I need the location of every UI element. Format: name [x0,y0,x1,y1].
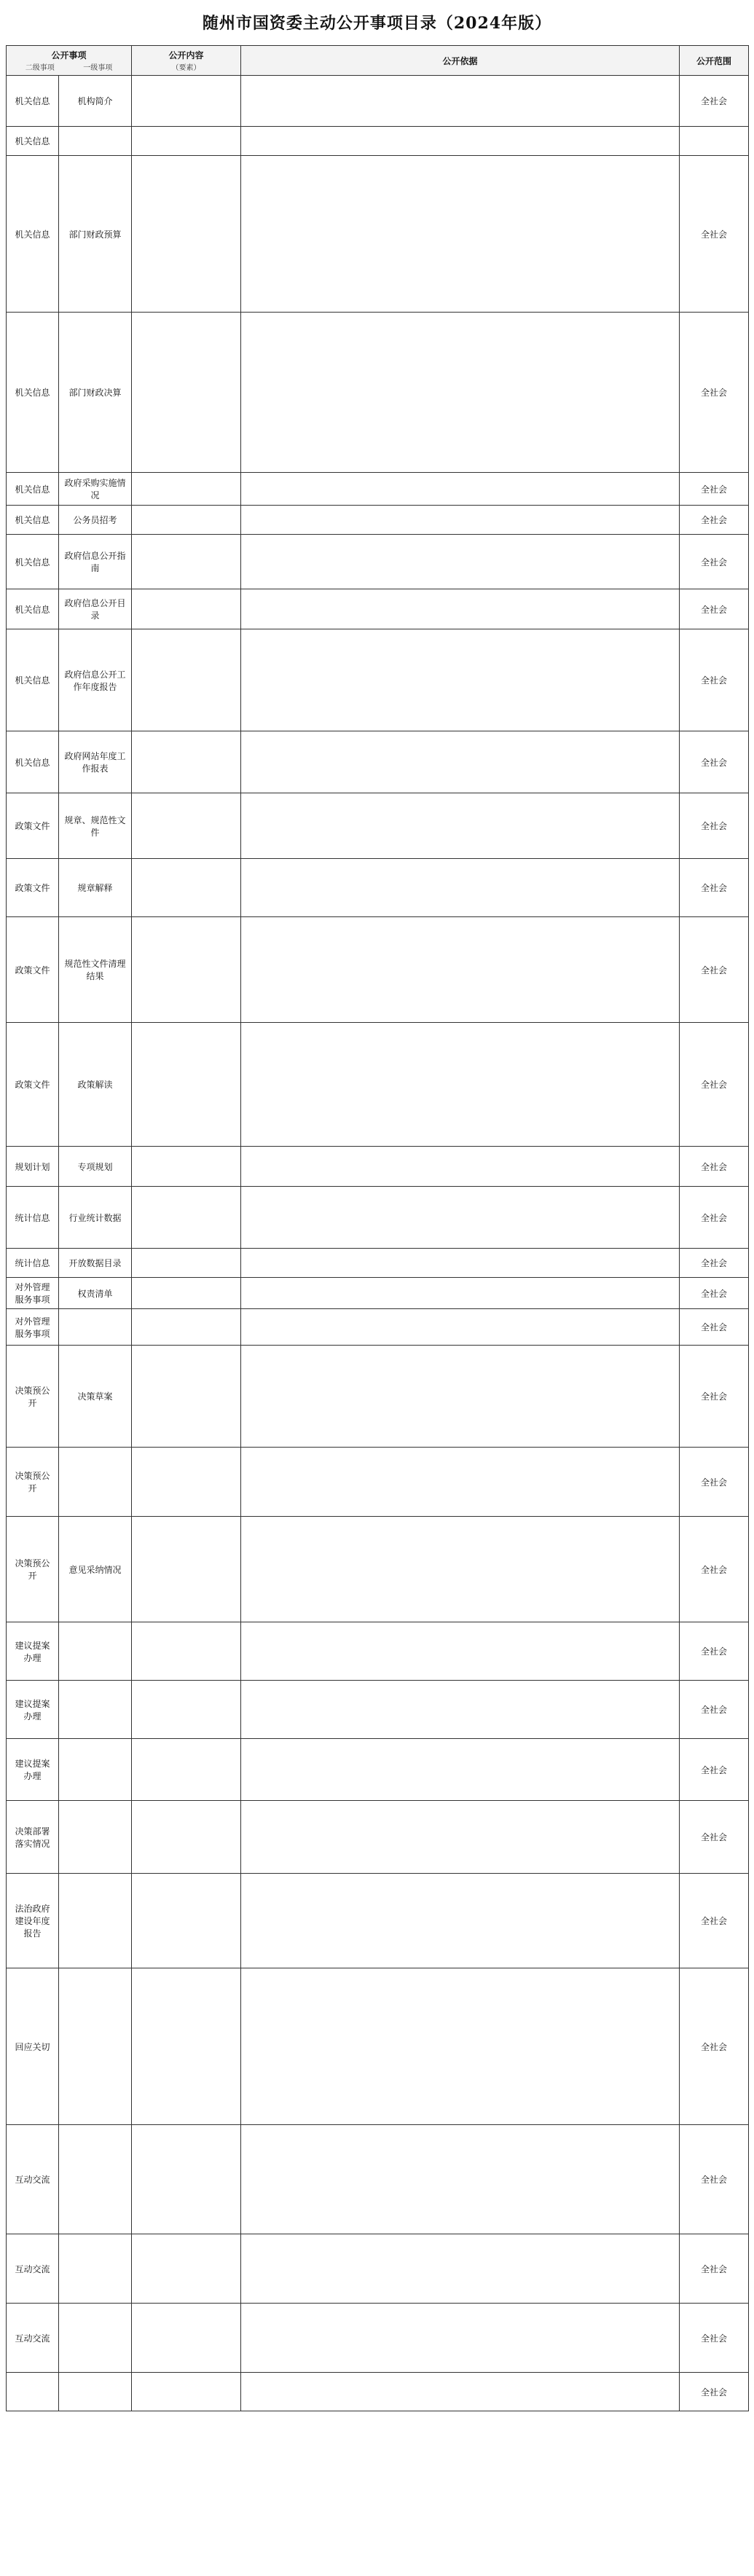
cell-basis [241,1249,680,1278]
cell-scope: 全社会 [680,2304,749,2373]
table-row [7,1278,749,1309]
cell-scope: 全社会 [680,1309,749,1346]
cell-level2: 政府信息公开工作年度报告 [59,629,132,731]
header-matters-sub [11,61,127,72]
cell-level1: 决策预公开 [7,1448,59,1517]
cell-level1: 机关信息 [7,589,59,629]
cell-level1: 政策文件 [7,859,59,917]
header-matters-label: 公开事项 [51,50,87,60]
cell-basis [241,1739,680,1801]
cell-scope: 全社会 [680,589,749,629]
cell-content [132,1023,241,1147]
cell-basis [241,2304,680,2373]
table-row [7,731,749,793]
cell-level1: 机关信息 [7,76,59,127]
cell-scope: 全社会 [680,2125,749,2234]
cell-content [132,1681,241,1739]
cell-basis [241,1801,680,1874]
cell-scope: 全社会 [680,1739,749,1801]
cell-level2 [59,1681,132,1739]
cell-level2: 政府信息公开指南 [59,535,132,589]
cell-level1: 对外管理服务事项 [7,1278,59,1309]
table-row [7,2125,749,2234]
cell-level1: 建议提案办理 [7,1739,59,1801]
cell-level1: 互动交流 [7,2234,59,2304]
cell-scope: 全社会 [680,917,749,1023]
table-row [7,76,749,127]
table-row [7,1448,749,1517]
cell-basis [241,1448,680,1517]
cell-level1: 回应关切 [7,1968,59,2125]
cell-level1: 机关信息 [7,473,59,506]
header-matters [7,46,132,76]
cell-content [132,917,241,1023]
cell-basis [241,2125,680,2234]
header-level2: 二级事项 [25,64,55,72]
cell-content [132,859,241,917]
table-body [7,76,749,2411]
cell-scope: 全社会 [680,2373,749,2411]
header-content-sub: （要素） [171,64,201,72]
cell-level2 [59,2125,132,2234]
table-row [7,156,749,313]
cell-scope: 全社会 [680,859,749,917]
cell-scope: 全社会 [680,1874,749,1968]
table-row [7,589,749,629]
cell-level2: 规章、规范性文件 [59,793,132,859]
cell-basis [241,1147,680,1187]
cell-content [132,127,241,156]
table-row [7,127,749,156]
table-row [7,917,749,1023]
cell-content [132,1346,241,1448]
cell-level2: 政府信息公开目录 [59,589,132,629]
cell-level1: 建议提案办理 [7,1622,59,1681]
cell-basis [241,1187,680,1249]
cell-content [132,2234,241,2304]
table-row [7,1249,749,1278]
cell-basis [241,313,680,473]
cell-level2 [59,1309,132,1346]
cell-scope: 全社会 [680,1147,749,1187]
cell-basis [241,1874,680,1968]
table-row [7,473,749,506]
cell-scope: 全社会 [680,535,749,589]
cell-basis [241,1968,680,2125]
cell-level2 [59,1739,132,1801]
cell-level1: 决策部署落实情况 [7,1801,59,1874]
cell-scope: 全社会 [680,1023,749,1147]
cell-level2: 政府采购实施情况 [59,473,132,506]
cell-content [132,1448,241,1517]
cell-level1: 统计信息 [7,1187,59,1249]
table-row [7,1346,749,1448]
cell-level2: 意见采纳情况 [59,1517,132,1622]
cell-level1: 统计信息 [7,1249,59,1278]
cell-basis [241,859,680,917]
cell-scope: 全社会 [680,156,749,313]
cell-basis [241,793,680,859]
cell-basis [241,1309,680,1346]
table-header [7,46,749,76]
cell-scope: 全社会 [680,1448,749,1517]
cell-level2 [59,2373,132,2411]
table-row [7,535,749,589]
cell-basis [241,1517,680,1622]
cell-basis [241,2234,680,2304]
cell-level2: 开放数据目录 [59,1249,132,1278]
cell-level2 [59,1448,132,1517]
cell-content [132,1801,241,1874]
cell-basis [241,1346,680,1448]
cell-content [132,589,241,629]
cell-content [132,1622,241,1681]
cell-scope: 全社会 [680,1249,749,1278]
header-content [132,46,241,76]
cell-scope [680,127,749,156]
cell-level2 [59,1801,132,1874]
cell-scope: 全社会 [680,1968,749,2125]
cell-content [132,76,241,127]
cell-content [132,156,241,313]
cell-content [132,1278,241,1309]
cell-level2: 决策草案 [59,1346,132,1448]
cell-level1: 建议提案办理 [7,1681,59,1739]
cell-content [132,473,241,506]
cell-level1: 机关信息 [7,731,59,793]
cell-level1: 规划计划 [7,1147,59,1187]
cell-basis [241,127,680,156]
cell-level1: 互动交流 [7,2125,59,2234]
cell-content [132,1517,241,1622]
cell-level1: 互动交流 [7,2304,59,2373]
cell-content [132,535,241,589]
cell-scope: 全社会 [680,506,749,535]
table-row [7,1023,749,1147]
cell-scope: 全社会 [680,629,749,731]
cell-scope: 全社会 [680,731,749,793]
table-row [7,793,749,859]
table-row [7,1968,749,2125]
cell-content [132,1187,241,1249]
cell-content [132,731,241,793]
cell-level1: 政策文件 [7,917,59,1023]
table-row [7,2234,749,2304]
table-row [7,2304,749,2373]
disclosure-table [6,45,749,2411]
cell-basis [241,1681,680,1739]
cell-content [132,793,241,859]
table-row [7,1187,749,1249]
cell-basis [241,629,680,731]
cell-basis [241,473,680,506]
cell-level1: 政策文件 [7,793,59,859]
cell-basis [241,1278,680,1309]
cell-basis [241,731,680,793]
header-scope: 公开范围 [680,46,749,76]
cell-scope: 全社会 [680,473,749,506]
cell-content [132,313,241,473]
cell-basis [241,76,680,127]
cell-content [132,2373,241,2411]
cell-level2: 专项规划 [59,1147,132,1187]
cell-level2: 部门财政决算 [59,313,132,473]
cell-level1: 机关信息 [7,629,59,731]
cell-content [132,2125,241,2234]
cell-scope: 全社会 [680,76,749,127]
cell-scope: 全社会 [680,1187,749,1249]
cell-scope: 全社会 [680,1622,749,1681]
cell-basis [241,506,680,535]
cell-scope: 全社会 [680,1278,749,1309]
table-row [7,506,749,535]
cell-content [132,1739,241,1801]
cell-level1 [7,2373,59,2411]
table-row [7,313,749,473]
table-row [7,1622,749,1681]
table-row [7,1309,749,1346]
table-row [7,1801,749,1874]
cell-scope: 全社会 [680,1346,749,1448]
cell-basis [241,535,680,589]
cell-basis [241,589,680,629]
cell-level1: 法治政府建设年度报告 [7,1874,59,1968]
cell-level2 [59,2304,132,2373]
cell-basis [241,1622,680,1681]
cell-basis [241,917,680,1023]
table-row [7,1874,749,1968]
cell-scope: 全社会 [680,1681,749,1739]
cell-level1: 机关信息 [7,313,59,473]
cell-scope: 全社会 [680,793,749,859]
header-level1: 一级事项 [83,64,113,72]
cell-level2: 公务员招考 [59,506,132,535]
cell-basis [241,2373,680,2411]
cell-scope: 全社会 [680,2234,749,2304]
cell-scope: 全社会 [680,1801,749,1874]
header-content-label: 公开内容 [168,50,204,60]
cell-basis [241,156,680,313]
cell-basis [241,1023,680,1147]
table-row [7,629,749,731]
table-row [7,1517,749,1622]
cell-level1: 机关信息 [7,156,59,313]
cell-content [132,1249,241,1278]
cell-level2: 规范性文件清理结果 [59,917,132,1023]
cell-content [132,1968,241,2125]
cell-level2 [59,2234,132,2304]
cell-level2: 部门财政预算 [59,156,132,313]
table-row [7,859,749,917]
page-title: 随州市国资委主动公开事项目录（2024年版） [202,13,552,33]
cell-level1: 机关信息 [7,127,59,156]
cell-level2: 政府网站年度工作报表 [59,731,132,793]
header-basis: 公开依据 [241,46,680,76]
cell-level1: 决策预公开 [7,1346,59,1448]
cell-level2 [59,1874,132,1968]
table-row [7,2373,749,2411]
cell-level2 [59,127,132,156]
cell-level1: 机关信息 [7,535,59,589]
cell-level2: 规章解释 [59,859,132,917]
cell-level1: 政策文件 [7,1023,59,1147]
cell-content [132,2304,241,2373]
table-row [7,1681,749,1739]
cell-scope: 全社会 [680,313,749,473]
cell-content [132,629,241,731]
cell-level2: 权责清单 [59,1278,132,1309]
cell-level1: 对外管理服务事项 [7,1309,59,1346]
cell-level1: 决策预公开 [7,1517,59,1622]
cell-level1: 机关信息 [7,506,59,535]
cell-level2: 行业统计数据 [59,1187,132,1249]
cell-scope: 全社会 [680,1517,749,1622]
cell-level2 [59,1968,132,2125]
table-row [7,1739,749,1801]
cell-content [132,1874,241,1968]
cell-level2: 机构简介 [59,76,132,127]
cell-level2: 政策解读 [59,1023,132,1147]
cell-content [132,1309,241,1346]
cell-content [132,1147,241,1187]
cell-content [132,506,241,535]
cell-level2 [59,1622,132,1681]
table-row [7,1147,749,1187]
